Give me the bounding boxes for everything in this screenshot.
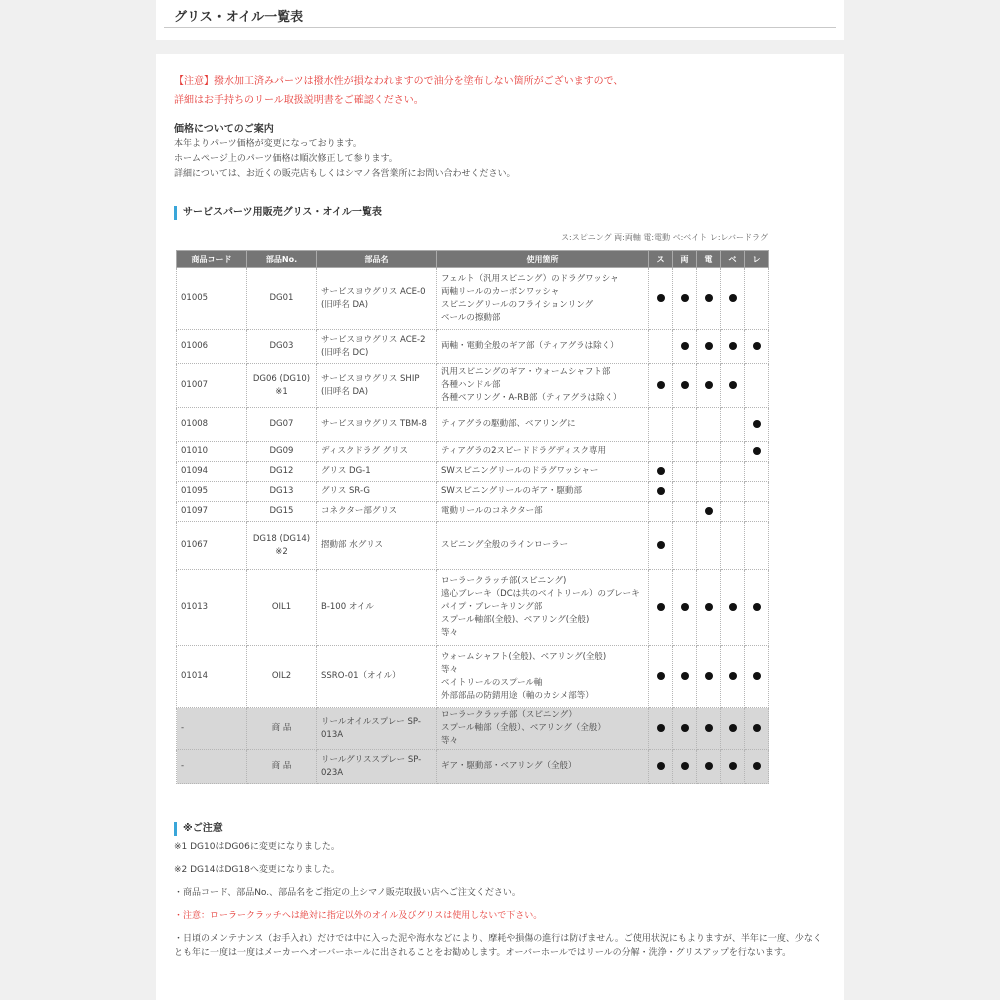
- applicability-cell: [745, 442, 769, 462]
- cell-no: DG06 (DG10) ※1: [247, 364, 317, 408]
- cell-no: DG03: [247, 330, 317, 364]
- applicability-cell: [745, 570, 769, 646]
- applicability-cell: [745, 364, 769, 408]
- applicability-cell: [745, 330, 769, 364]
- table-header-row: [177, 251, 769, 268]
- applicability-cell: [745, 482, 769, 502]
- usage-line: 電動リールのコネクター部: [441, 506, 543, 516]
- table-row: [177, 646, 769, 708]
- applicability-cell: [673, 442, 697, 462]
- cell-no: DG15: [247, 502, 317, 522]
- usage-line: 両軸リールのカーボンワッシャ: [441, 286, 560, 297]
- usage-line: ベイトリールのスプール軸: [441, 677, 543, 688]
- applicability-cell: [721, 708, 745, 750]
- applicability-cell: [697, 502, 721, 522]
- usage-line: ローラークラッチ部（スピニング）: [441, 710, 577, 720]
- applicability-cell: [649, 482, 673, 502]
- cautions-list: [174, 840, 824, 969]
- usage-line: 汎用スピニングのギア・ウォームシャフト部: [441, 367, 611, 377]
- notice-line: 【注意】撥水加工済みパーツは撥水性が損なわれますので油分を塗布しない箇所がございますので、: [174, 76, 624, 87]
- applicability-cell: [697, 442, 721, 462]
- cell-code: -: [177, 750, 247, 784]
- applicability-cell: [649, 750, 673, 784]
- applicability-cell: [697, 462, 721, 482]
- cell-code: 01010: [177, 442, 247, 462]
- caution-item: ※2 DG14はDG18へ変更になりました。: [174, 865, 340, 875]
- cell-usage: [437, 462, 649, 482]
- price-info-line: ホームページ上のパーツ価格は順次修正して参ります。: [174, 154, 398, 164]
- applicability-cell: [745, 268, 769, 330]
- applicable-dot-icon: [657, 724, 665, 732]
- cell-code: 01067: [177, 522, 247, 570]
- cell-code: 01005: [177, 268, 247, 330]
- cell-code: 01095: [177, 482, 247, 502]
- price-info-text: [174, 137, 824, 182]
- applicability-cell: [673, 330, 697, 364]
- applicable-dot-icon: [681, 724, 689, 732]
- column-header: 商品コード: [177, 251, 247, 268]
- cell-no: OIL1: [247, 570, 317, 646]
- table-row: [177, 750, 769, 784]
- cell-no: DG18 (DG14) ※2: [247, 522, 317, 570]
- notice-line: 詳細はお手持ちのリール取扱説明書をご確認ください。: [174, 95, 424, 106]
- table-row: [177, 442, 769, 462]
- usage-line: ベールの擦動部: [441, 312, 501, 323]
- cell-code: 01097: [177, 502, 247, 522]
- cell-code: 01094: [177, 462, 247, 482]
- applicability-cell: [649, 462, 673, 482]
- applicable-dot-icon: [705, 342, 713, 350]
- caution-item: ・日頃のメンテナンス（お手入れ）だけでは中に入った泥や海水などにより、摩耗や損傷の進行は防げません。ご使用状況にもよりますが、半年に一度、少なくとも年に一度は一度はメーカーへオーバーホールに出されることをお勧めします。オーバーホールではリールの分解・洗浄・グリスアップを行ないます。: [174, 934, 822, 958]
- cell-name: グリス DG-1: [317, 462, 437, 482]
- applicability-cell: [649, 646, 673, 708]
- applicability-cell: [697, 408, 721, 442]
- applicable-dot-icon: [753, 447, 761, 455]
- caution-item: ・商品コード、部品No.、部品名をご指定の上シマノ販売取扱い店へご注文ください。: [174, 888, 521, 898]
- header-bar: [156, 0, 844, 40]
- cell-usage: [437, 482, 649, 502]
- applicability-cell: [649, 522, 673, 570]
- cell-name: 摺動部 水グリス: [317, 522, 437, 570]
- applicable-dot-icon: [657, 672, 665, 680]
- table-row: [177, 570, 769, 646]
- cell-name: SSRO-01（オイル）: [317, 646, 437, 708]
- cell-no: DG09: [247, 442, 317, 462]
- cell-name: サービスヨウグリス SHIP (旧呼名 DA): [317, 364, 437, 408]
- table-row: [177, 364, 769, 408]
- cell-name: ディスクドラグ グリス: [317, 442, 437, 462]
- column-header: レ: [745, 251, 769, 268]
- applicable-dot-icon: [705, 507, 713, 515]
- cell-code: 01006: [177, 330, 247, 364]
- applicability-cell: [697, 646, 721, 708]
- price-info-title: 価格についてのご案内: [174, 124, 274, 135]
- applicable-dot-icon: [753, 342, 761, 350]
- cell-name: コネクター部グリス: [317, 502, 437, 522]
- usage-line: ウォームシャフト(全般)、ベアリング(全般): [441, 651, 607, 662]
- applicability-cell: [745, 408, 769, 442]
- applicable-dot-icon: [753, 420, 761, 428]
- usage-line: 遠心ブレーキ（DCは共のベイトリール）のブレーキパイプ・ブレーキリング部: [441, 589, 640, 612]
- applicable-dot-icon: [705, 381, 713, 389]
- applicable-dot-icon: [681, 672, 689, 680]
- applicability-cell: [745, 462, 769, 482]
- applicable-dot-icon: [657, 603, 665, 611]
- applicability-cell: [721, 268, 745, 330]
- table-row: [177, 462, 769, 482]
- applicability-cell: [673, 364, 697, 408]
- applicable-dot-icon: [729, 381, 737, 389]
- applicable-dot-icon: [705, 603, 713, 611]
- applicability-cell: [697, 268, 721, 330]
- applicable-dot-icon: [657, 541, 665, 549]
- table-row: [177, 482, 769, 502]
- cell-usage: [437, 330, 649, 364]
- usage-line: 各種ハンドル部: [441, 380, 501, 390]
- usage-line: 両軸・電動全般のギア部（ティアグラは除く）: [441, 341, 619, 351]
- cell-name: B-100 オイル: [317, 570, 437, 646]
- table-row: [177, 330, 769, 364]
- applicable-dot-icon: [705, 762, 713, 770]
- applicable-dot-icon: [729, 724, 737, 732]
- applicability-cell: [697, 750, 721, 784]
- applicability-cell: [673, 268, 697, 330]
- applicable-dot-icon: [753, 762, 761, 770]
- applicable-dot-icon: [657, 762, 665, 770]
- applicable-dot-icon: [681, 603, 689, 611]
- usage-line: 等々: [441, 628, 459, 638]
- grease-oil-table: [176, 250, 769, 784]
- cell-name: サービスヨウグリス ACE-2 (旧呼名 DC): [317, 330, 437, 364]
- applicable-dot-icon: [705, 672, 713, 680]
- applicable-dot-icon: [681, 381, 689, 389]
- usage-line: ティアグラの2スピードドラグディスク専用: [441, 446, 606, 456]
- table-body: [177, 268, 769, 784]
- cautions-title: ※ご注意: [174, 822, 223, 836]
- applicable-dot-icon: [681, 762, 689, 770]
- column-legend: ス:スピニング 両:両軸 電:電動 ベ:ベイト レ:レバードラグ: [561, 233, 768, 242]
- cell-no: DG01: [247, 268, 317, 330]
- applicability-cell: [673, 750, 697, 784]
- column-header: ベ: [721, 251, 745, 268]
- applicability-cell: [649, 268, 673, 330]
- cell-usage: [437, 502, 649, 522]
- cell-usage: [437, 750, 649, 784]
- cell-code: 01007: [177, 364, 247, 408]
- applicable-dot-icon: [657, 294, 665, 302]
- section-title: サービスパーツ用販売グリス・オイル一覧表: [174, 206, 382, 220]
- cell-name: サービスヨウグリス TBM-8: [317, 408, 437, 442]
- cell-no: DG13: [247, 482, 317, 502]
- applicability-cell: [673, 646, 697, 708]
- applicable-dot-icon: [729, 342, 737, 350]
- applicability-cell: [673, 408, 697, 442]
- applicability-cell: [721, 522, 745, 570]
- applicability-cell: [697, 330, 721, 364]
- cell-code: -: [177, 708, 247, 750]
- applicable-dot-icon: [729, 603, 737, 611]
- applicability-cell: [673, 522, 697, 570]
- applicability-cell: [721, 442, 745, 462]
- cell-usage: [437, 364, 649, 408]
- applicable-dot-icon: [729, 294, 737, 302]
- applicability-cell: [697, 522, 721, 570]
- cell-no: DG12: [247, 462, 317, 482]
- applicability-cell: [673, 482, 697, 502]
- applicability-cell: [721, 462, 745, 482]
- cell-name: サービスヨウグリス ACE-0 (旧呼名 DA): [317, 268, 437, 330]
- price-info-line: 詳細については、お近くの販売店もしくはシマノ各営業所にお問い合わせください。: [174, 169, 516, 179]
- applicable-dot-icon: [657, 467, 665, 475]
- applicability-cell: [745, 750, 769, 784]
- cell-code: 01014: [177, 646, 247, 708]
- page-title: グリス・オイル一覧表: [174, 10, 304, 25]
- applicability-cell: [697, 364, 721, 408]
- applicability-cell: [745, 502, 769, 522]
- applicability-cell: [745, 708, 769, 750]
- applicability-cell: [673, 462, 697, 482]
- applicability-cell: [649, 570, 673, 646]
- usage-line: 等々: [441, 664, 459, 675]
- cell-no: 商 品: [247, 750, 317, 784]
- applicable-dot-icon: [657, 487, 665, 495]
- usage-line: ティアグラの駆動部、ベアリングに: [441, 419, 576, 429]
- water-repellent-notice: [174, 72, 824, 110]
- applicability-cell: [697, 482, 721, 502]
- table-row: [177, 268, 769, 330]
- applicability-cell: [697, 708, 721, 750]
- cell-no: OIL2: [247, 646, 317, 708]
- usage-line: ギア・駆動部・ベアリング（全般）: [441, 761, 577, 771]
- cell-usage: [437, 646, 649, 708]
- applicable-dot-icon: [753, 603, 761, 611]
- table-row: [177, 502, 769, 522]
- applicable-dot-icon: [753, 724, 761, 732]
- usage-line: 各種ベアリング・A-RB部（ティアグラは除く）: [441, 393, 622, 403]
- column-header: ス: [649, 251, 673, 268]
- usage-line: SWスピニングリールのギア・駆動部: [441, 486, 582, 496]
- cell-usage: [437, 522, 649, 570]
- table-row: [177, 708, 769, 750]
- cell-name: リールグリススプレー SP-023A: [317, 750, 437, 784]
- cell-usage: [437, 442, 649, 462]
- column-header: 部品名: [317, 251, 437, 268]
- column-header: 使用箇所: [437, 251, 649, 268]
- applicability-cell: [721, 646, 745, 708]
- header-divider: [164, 27, 836, 28]
- applicability-cell: [697, 570, 721, 646]
- applicable-dot-icon: [729, 762, 737, 770]
- applicability-cell: [721, 750, 745, 784]
- applicable-dot-icon: [753, 672, 761, 680]
- cell-code: 01008: [177, 408, 247, 442]
- applicability-cell: [721, 570, 745, 646]
- price-info-line: 本年よりパーツ価格が変更になっております。: [174, 139, 362, 149]
- applicable-dot-icon: [705, 724, 713, 732]
- usage-line: スプール軸部(全般)、ベアリング(全般): [441, 615, 590, 625]
- cell-code: 01013: [177, 570, 247, 646]
- cell-name: グリス SR-G: [317, 482, 437, 502]
- applicable-dot-icon: [705, 294, 713, 302]
- cell-usage: [437, 570, 649, 646]
- applicability-cell: [673, 502, 697, 522]
- applicability-cell: [721, 408, 745, 442]
- applicability-cell: [745, 646, 769, 708]
- cell-usage: [437, 268, 649, 330]
- usage-line: スピニング全般のラインローラー: [441, 540, 569, 550]
- column-header: 両: [673, 251, 697, 268]
- applicability-cell: [745, 522, 769, 570]
- applicability-cell: [721, 502, 745, 522]
- cell-no: DG07: [247, 408, 317, 442]
- applicability-cell: [721, 482, 745, 502]
- cell-name: リールオイルスプレー SP-013A: [317, 708, 437, 750]
- usage-line: SWスピニングリールのドラグワッシャー: [441, 466, 599, 476]
- caution-item: ・注意：ローラークラッチへは絶対に指定以外のオイル及びグリスは使用しないで下さい。: [174, 911, 543, 921]
- table-row: [177, 522, 769, 570]
- applicability-cell: [673, 570, 697, 646]
- applicability-cell: [721, 364, 745, 408]
- applicability-cell: [649, 502, 673, 522]
- usage-line: 外部部品の防錆用途（軸のカシメ部等）: [441, 690, 594, 701]
- applicability-cell: [673, 708, 697, 750]
- cell-usage: [437, 708, 649, 750]
- cell-usage: [437, 408, 649, 442]
- applicability-cell: [649, 708, 673, 750]
- table-row: [177, 408, 769, 442]
- caution-item: ※1 DG10はDG06に変更になりました。: [174, 842, 340, 852]
- applicability-cell: [649, 442, 673, 462]
- usage-line: フェルト（汎用スピニング）のドラグワッシャ: [441, 273, 619, 284]
- usage-line: ローラークラッチ部(スピニング): [441, 576, 567, 586]
- applicability-cell: [649, 330, 673, 364]
- column-header: 部品No.: [247, 251, 317, 268]
- applicable-dot-icon: [657, 381, 665, 389]
- applicable-dot-icon: [681, 342, 689, 350]
- usage-line: スプール軸部（全般）、ベアリング（全般）: [441, 723, 606, 733]
- column-header: 電: [697, 251, 721, 268]
- usage-line: スピニングリールのフライションリング: [441, 299, 594, 310]
- applicable-dot-icon: [729, 672, 737, 680]
- applicability-cell: [649, 408, 673, 442]
- applicable-dot-icon: [681, 294, 689, 302]
- cell-no: 商 品: [247, 708, 317, 750]
- applicability-cell: [721, 330, 745, 364]
- applicability-cell: [649, 364, 673, 408]
- usage-line: 等々: [441, 736, 459, 746]
